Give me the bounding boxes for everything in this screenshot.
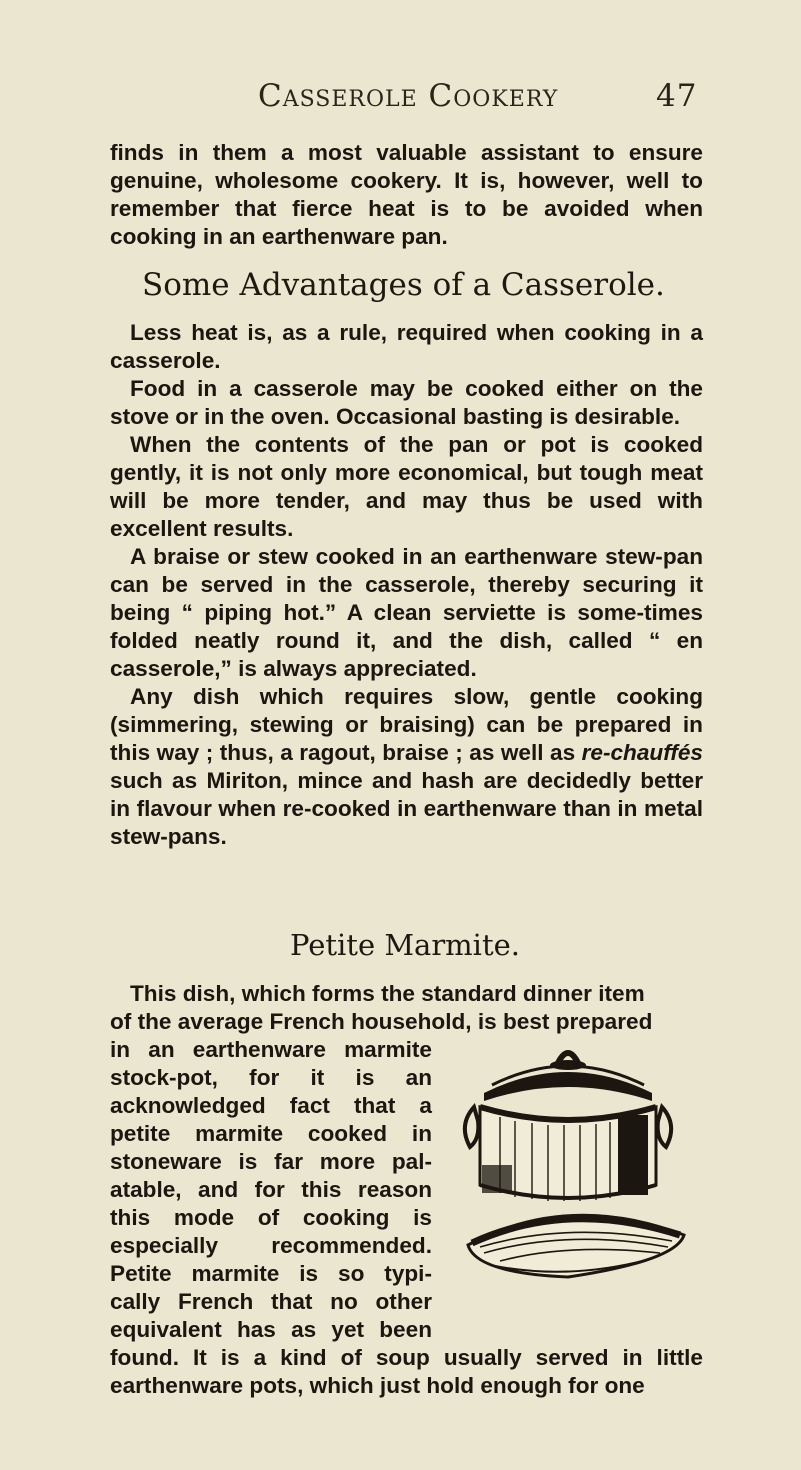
text-span: such as Miriton, mince and hash are decidedly better in flavour when re-cooked in earthenware than in metal stew-pans. [110, 768, 703, 849]
section-heading-advantages: Some Advantages of a Casserole. [142, 267, 665, 303]
section-heading-petite-marmite: Petite Marmite. [290, 928, 520, 962]
wrapped-line: acknowledged fact that a [110, 1093, 432, 1118]
wrapped-line: equivalent has as yet been [110, 1317, 432, 1342]
intro-paragraph: finds in them a most valuable assistant to ensure genuine, wholesome cookery. It is, however, well to remember that fierce heat is to be avoided when cooking in an earthenware pan. [110, 140, 703, 249]
running-head-title: Casserole Cookery [258, 78, 559, 114]
paragraph-rechauffes [110, 683, 703, 851]
marmite-pot-icon [440, 1015, 700, 1295]
wrapped-line: Petite marmite is so typi- [110, 1261, 432, 1286]
text-span: Any dish which requires slow, gentle cooking (simmering, stewing or braising) can be prepared in this way ; thus, a ragout, braise ; as well as [110, 684, 703, 765]
italic-term: re-chauffés [581, 740, 703, 765]
wrapped-line: petite marmite cooked in [110, 1121, 432, 1146]
page-number: 47 [656, 78, 698, 114]
wrapped-line: this mode of cooking is [110, 1205, 432, 1230]
text-line: This dish, which forms the standard dinner item [130, 981, 645, 1006]
section-advantages-body [110, 319, 703, 851]
wrapped-line: cally French that no other [110, 1289, 432, 1314]
wrapped-line: stock-pot, for it is an [110, 1065, 432, 1090]
wrapped-line: atable, and for this reason [110, 1177, 432, 1202]
text-line: of the average French household, is best prepared [110, 1009, 653, 1034]
paragraph: When the contents of the pan or pot is cooked gently, it is not only more economical, but tough meat will be more tender, and may thus be used with excellent results. [110, 432, 703, 541]
paragraph: Food in a casserole may be cooked either on the stove or in the oven. Occasional basting is desirable. [110, 376, 703, 429]
closing-paragraph: found. It is a kind of soup usually served in little earthenware pots, which just hold enough for one [110, 1345, 703, 1398]
intro-block [110, 139, 703, 251]
paragraph: A braise or stew cooked in an earthenware stew-pan can be served in the casserole, thereby securing it being “ piping hot.” A clean serviette is some-times folded neatly round it, and the dish, called “ en casserole,” is always appreciated. [110, 544, 703, 681]
paragraph: Less heat is, as a rule, required when cooking in a casserole. [110, 320, 703, 373]
wrapped-line: in an earthenware marmite [110, 1037, 432, 1062]
wrapped-line: especially recommended. [110, 1233, 432, 1258]
running-head [258, 78, 698, 122]
wrapped-line: stoneware is far more pal- [110, 1149, 432, 1174]
petite-marmite-closing [110, 1344, 703, 1400]
